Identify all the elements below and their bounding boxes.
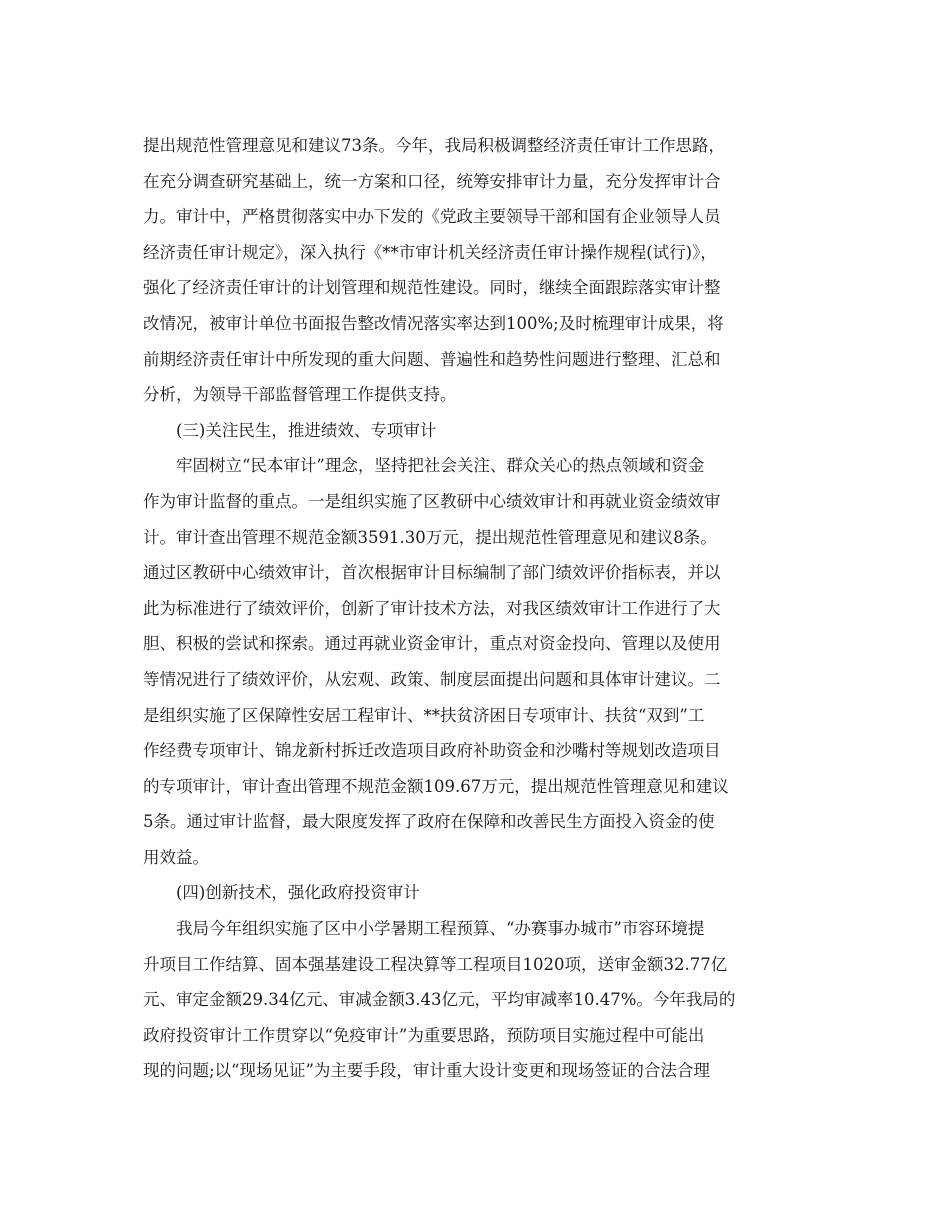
text-line: 牢固树立“民本审计”理念，坚持把社会关注、群众关心的热点领域和资金 [176, 456, 705, 476]
text-line: 通过区教研中心绩效审计，首次根据审计目标编制了部门绩效评价指标表，并以 [143, 563, 721, 583]
document-body [143, 128, 813, 1089]
text-line: 用效益。 [143, 847, 209, 867]
text-line: 经济责任审计规定》，深入执行《**市审计机关经济责任审计操作规程(试行)》， [143, 242, 717, 262]
text-line: 分析，为领导干部监督管理工作提供支持。 [143, 385, 457, 405]
text-line: 元、审定金额29.34亿元、审减金额3.43亿元，平均审减率10.47%。今年我局的 [143, 990, 736, 1010]
text-line: 改情况，被审计单位书面报告整改情况落实率达到100%;及时梳理审计成果，将 [143, 313, 724, 333]
text-line: (四)创新技术，强化政府投资审计 [176, 883, 420, 903]
text-line: 前期经济责任审计中所发现的重大问题、普遍性和趋势性问题进行整理、汇总和 [143, 349, 721, 369]
text-line: 升项目工作结算、固本强基建设工程决算等工程项目1020项，送审金额32.77亿 [143, 954, 728, 974]
text-line: 此为标准进行了绩效评价，创新了审计技术方法，对我区绩效审计工作进行了大 [143, 598, 721, 618]
text-line: 等情况进行了绩效评价，从宏观、政策、制度层面提出问题和具体审计建议。二 [143, 669, 721, 689]
text-line: 作为审计监督的重点。一是组织实施了区教研中心绩效审计和再就业资金绩效审 [143, 491, 721, 511]
text-line: 提出规范性管理意见和建议73条。今年，我局积极调整经济责任审计工作思路， [143, 136, 725, 155]
text-line: 是组织实施了区保障性安居工程审计、**扶贫济困日专项审计、扶贫“双到”工 [143, 705, 705, 725]
text-line: 5条。通过审计监督，最大限度发挥了政府在保障和改善民生方面投入资金的使 [143, 812, 715, 832]
text-line: 作经费专项审计、锦龙新村拆迁改造项目政府补助资金和沙嘴村等规划改造项目 [143, 741, 721, 761]
text-line: 政府投资审计工作贯穿以“免疫审计”为重要思路，预防项目实施过程中可能出 [143, 1025, 705, 1045]
text-line: 在充分调查研究基础上，统一方案和口径，统筹安排审计力量，充分发挥审计合 [143, 171, 721, 191]
text-line: 力。审计中，严格贯彻落实中办下发的《党政主要领导干部和国有企业领导人员 [143, 207, 721, 227]
text-line: (三)关注民生，推进绩效、专项审计 [176, 420, 437, 440]
text-line: 的专项审计，审计查出管理不规范金额109.67万元，提出规范性管理意见和建议 [143, 776, 729, 796]
text-line: 计。审计查出管理不规范金额3591.30万元，提出规范性管理意见和建议8条。 [143, 527, 717, 547]
text-line: 强化了经济责任审计的计划管理和规范性建设。同时，继续全面跟踪落实审计整 [143, 278, 721, 298]
text-line: 我局今年组织实施了区中小学暑期工程预算、“办赛事办城市”市容环境提 [176, 919, 705, 939]
text-line: 现的问题;以“现场见证”为主要手段，审计重大设计变更和现场签证的合法合理 [143, 1061, 710, 1081]
text-line: 胆、积极的尝试和探索。通过再就业资金审计，重点对资金投向、管理以及使用 [143, 634, 721, 654]
